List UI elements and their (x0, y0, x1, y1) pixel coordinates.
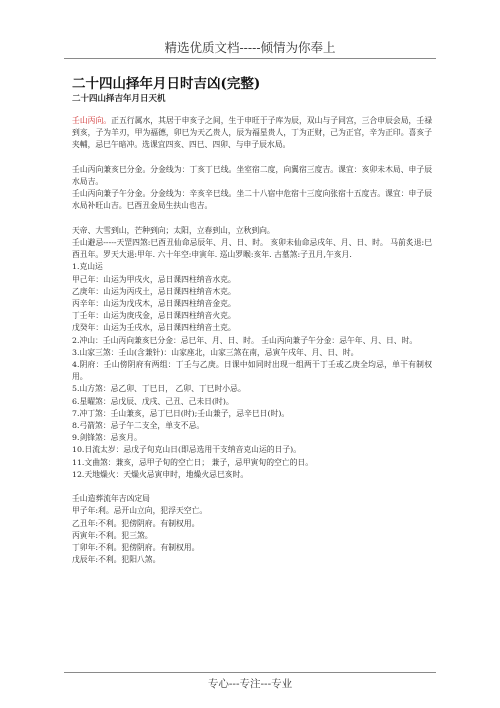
list-item: 甲己年：山运为甲戌火，忌日课四柱纳音水克。 (72, 274, 236, 284)
paragraph-tiandi: 天帝、大雪到山，芒种到向；太阳，立春到山，立秋到向。 (72, 225, 275, 235)
list-item: 5.山方煞：忌乙卯、丁巳日， 乙卯、丁巳时小忌。 (72, 384, 246, 394)
list-item: 9.剑锋煞：忌亥月。 (72, 433, 142, 443)
document-title: 二十四山择年月日时吉凶(完整) (72, 76, 261, 92)
intro-text: 正五行属水，其居于申亥子之间，生于申旺于子库为辰，双山与子同宫，三合申辰会局，壬禄到亥，子为羊刃，甲为福德，卯巳为天乙贵人，辰为福星贵人，丁为正财，己为正官，辛为正印。喜亥子夹輔，忌巳午暗冲。选课宜四亥、四巳、四卯、与申子辰水局。 (72, 116, 433, 150)
list-item: 6.星曜煞：忌戊辰、戊戌、己丑、己未日(时)。 (72, 396, 234, 406)
list-item: 乙庚年：山运为丙戌土，忌日课四柱纳音木克。 (72, 286, 236, 296)
list-item: 12.天地燥火：天燥火忌寅申时，地燥火忌巳亥时。 (72, 469, 249, 479)
document-body (72, 115, 432, 566)
paragraph-avoidance: 壬山避忌-----天罡四煞:巳酉丑仙命忌辰年、月、日、时。 亥卯未仙命忌戌年、月、日、时。 马前炙退:巳酉丑年。罗天大退:甲年. 六十年空:申寅年. 巡山罗睺:亥年. 古墓煞:子丑月,午亥月. (72, 238, 432, 260)
document-subtitle: 二十四山择吉年月日天机 (72, 94, 166, 104)
list-item: 丙辛年：山运为戊戌木，忌日课四柱纳音金克。 (72, 299, 236, 309)
page-footer: 专心---专注---专业 (207, 678, 293, 690)
list-item: 7.冲丁煞：壬山兼亥，忌丁巳日(时);壬山兼子，忌辛巳日(时)。 (72, 408, 290, 418)
burial-line: 乙丑年:不利。犯傍阴府。有制权用。 (72, 518, 200, 528)
paragraph-gap (72, 481, 432, 493)
list-item: 2.冲山：壬山丙向兼亥巳分金：忌巳年、月、日、时。 壬山丙向兼子午分金：忌午年、月、日、时。 (72, 335, 418, 345)
item-list (72, 261, 432, 481)
intro-highlight: 壬山丙向。 (72, 116, 112, 125)
burial-line: 戊辰年:不利。犯阳八煞。 (72, 555, 161, 565)
list-item: 11.文曲煞：兼亥，忌甲子旬的空亡日； 兼子，忌甲寅旬的空亡的日。 (72, 457, 313, 467)
intro-paragraph (72, 115, 432, 152)
list-item: 丁壬年：山运为庚戌金，忌日课四柱纳音火克。 (72, 311, 236, 321)
list-item: 3.山家三煞：壬山(含兼针)：山家座北，山家三煞在南，忌寅午戌年、月、日、时。 (72, 347, 359, 357)
paragraph-fenjin-2: 壬山丙向兼子午分金。分金线为：辛亥辛巳线。坐二十八宿中危宿十三度向张宿十五度吉。课宜：申子辰水局补旺山吉。巳酉丑金局生扶山也吉。 (72, 189, 432, 211)
list-item: 戊癸年：山运为壬戌水，忌日课四柱纳音土克。 (72, 323, 236, 333)
paragraph-gap (72, 213, 432, 225)
paragraph-fenjin-1: 壬山丙向兼亥巳分金。分金线为：丁亥丁巳线。坐室宿二度，向翼宿三度吉。课宜：亥卯未木局、申子辰水局吉。 (72, 164, 432, 186)
burial-line: 丙寅年:不利。犯三煞。 (72, 530, 153, 540)
paragraph-gap (72, 152, 432, 164)
burial-line: 甲子年:利。忌开山立向，犯浮天空亡。 (72, 506, 208, 516)
burial-heading: 壬山造葬流年吉凶定局 (72, 494, 150, 504)
burial-line: 丁卯年:不利。犯傍阴府。有制权用。 (72, 543, 200, 553)
list-item: 1.克山运 (72, 262, 103, 272)
list-item: 8.弓箭煞：忌子午二支全，单支不忌。 (72, 421, 205, 431)
header-divider (64, 58, 436, 59)
footer-divider (64, 672, 436, 673)
list-item: 4.阴府：壬山傍阴府有两组：丁壬与乙庚。日课中如同时出现一组两干丁壬或乙庚全均忌，单干有制权用。 (72, 360, 432, 382)
list-item: 10.日流太岁：忌戊子旬克山日(即忌选用干支纳音克山运的日子)。 (72, 445, 301, 455)
page-header: 精选优质文档-----倾情为你奉上 (164, 40, 336, 55)
